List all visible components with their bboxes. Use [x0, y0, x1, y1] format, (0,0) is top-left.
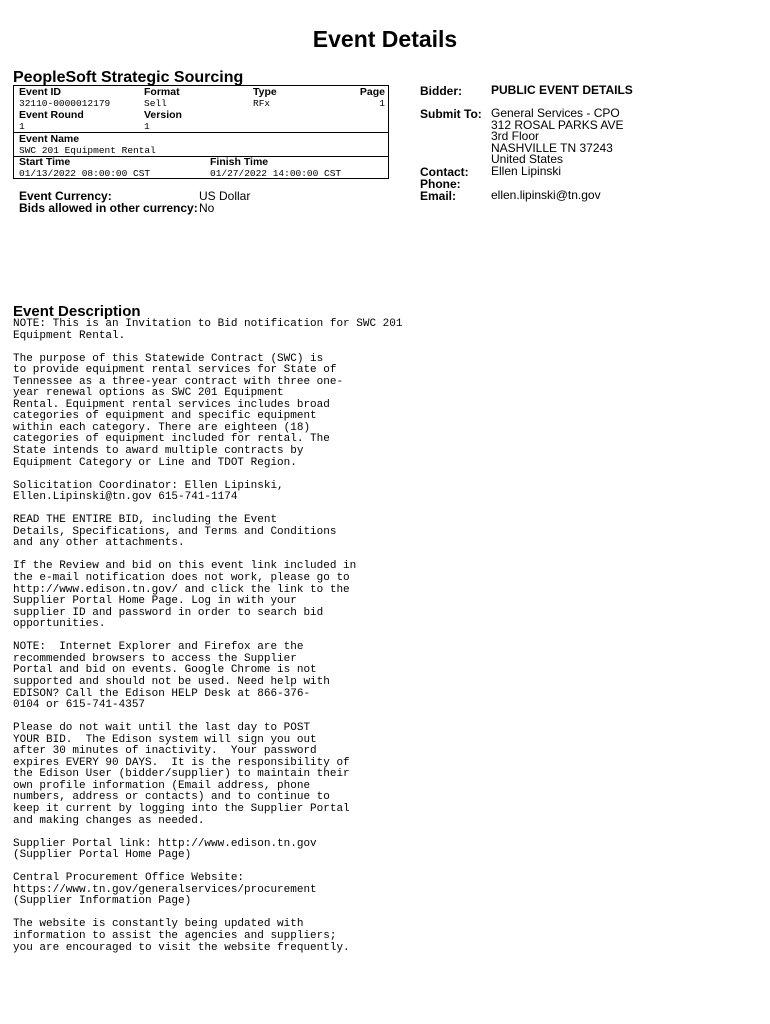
- address-line: United States: [491, 152, 564, 167]
- event-round-value: 1: [19, 121, 25, 132]
- type-value: RFx: [253, 98, 271, 109]
- format-value: Sell: [144, 98, 167, 109]
- event-currency-label: Event Currency:: [19, 189, 112, 203]
- other-currency-label: Bids allowed in other currency:: [19, 201, 198, 215]
- finish-time-value: 01/27/2022 14:00:00 CST: [210, 168, 342, 179]
- start-time-value: 01/13/2022 08:00:00 CST: [19, 168, 151, 179]
- finish-time-label: Finish Time: [210, 156, 269, 168]
- start-time-label: Start Time: [19, 156, 71, 168]
- version-value: 1: [144, 121, 150, 132]
- submit-to-address: [491, 108, 624, 178]
- type-label: Type: [253, 86, 277, 98]
- other-currency-value: No: [199, 201, 215, 215]
- address-line: 312 ROSAL PARKS AVE: [491, 117, 624, 132]
- event-description-heading: Event Description: [13, 303, 141, 320]
- event-name-value: SWC 201 Equipment Rental: [19, 145, 156, 156]
- email-value[interactable]: ellen.lipinski@tn.gov: [491, 188, 601, 202]
- page-value: 1: [379, 98, 385, 109]
- page-title: Event Details: [312, 26, 458, 52]
- format-label: Format: [144, 86, 180, 98]
- organization-name: PeopleSoft Strategic Sourcing: [13, 69, 244, 86]
- event-id-label: Event ID: [19, 86, 62, 98]
- event-name-label: Event Name: [19, 133, 80, 145]
- event-id-value: 32110-0000012179: [19, 98, 111, 109]
- event-round-label: Event Round: [19, 109, 84, 121]
- event-description-text: NOTE: This is an Invitation to Bid notification for SWC 201 Equipment Rental. The purpose of this Statewide Contract (SWC) is to provide equipment rental services for State of Tennessee as a three-year contract with three one- year renewal options as SWC 201 Equipment Rental. Equipment rental services includes broad categories of equipment and specific equipment within each category. There are eighteen (18) categories of equipment included for rental. The State intends to award multiple contracts by Equipment Category or Line and TDOT Region. Solicitation Coordinator: Ellen Lipinski, Ellen.Lipinski@tn.gov 615-741-1174 READ THE ENTIRE BID, including the Event Details, Specifications, and Terms and Conditions and any other attachments. If the Review and bid on this event link included in the e-mail notification does not work, please go to http://www.edison.tn.gov/ and click the link to the Supplier Portal Home Page. Log in with your supplier ID and password in order to search bid opportunities. NOTE: Internet Explorer and Firefox are the recommended browsers to access the Supplier Portal and bid on events. Google Chrome is not supported and should not be used. Need help with EDISON? Call the Edison HELP Desk at 866-376- 0104 or 615-741-4357 Please do not wait until the last day to POST YOUR BID. The Edison system will sign you out after 30 minutes of inactivity. Your password expires EVERY 90 DAYS. It is the responsibility of the Edison User (bidder/supplier) to maintain their own profile information (Email address, phone numbers, address or contacts) and to continue to keep it current by logging into the Supplier Portal and making changes as needed. Supplier Portal link: http://www.edison.tn.gov (Supplier Portal Home Page) Central Procurement Office Website: https://www.tn.gov/generalservices/procurement (Supplier Information Page) The website is constantly being updated with information to assist the agencies and suppliers; you are encouraged to visit the website frequently.: [13, 318, 403, 954]
- version-label: Version: [144, 109, 182, 121]
- address-line: General Services - CPO: [491, 106, 620, 120]
- address-line: NASHVILLE TN 37243: [491, 140, 613, 155]
- page-label: Page: [359, 86, 385, 98]
- event-currency-value: US Dollar: [199, 189, 251, 203]
- email-label: Email:: [420, 189, 457, 203]
- event-info-box: [13, 85, 389, 179]
- submit-to-label: Submit To:: [420, 107, 482, 121]
- bidder-label: Bidder:: [420, 84, 462, 98]
- address-line: 3rd Floor: [491, 129, 540, 144]
- phone-label: Phone:: [420, 177, 461, 191]
- contact-label: Contact:: [420, 165, 469, 179]
- bidder-value: PUBLIC EVENT DETAILS: [491, 83, 633, 97]
- address-line: Ellen Lipinski: [491, 163, 562, 178]
